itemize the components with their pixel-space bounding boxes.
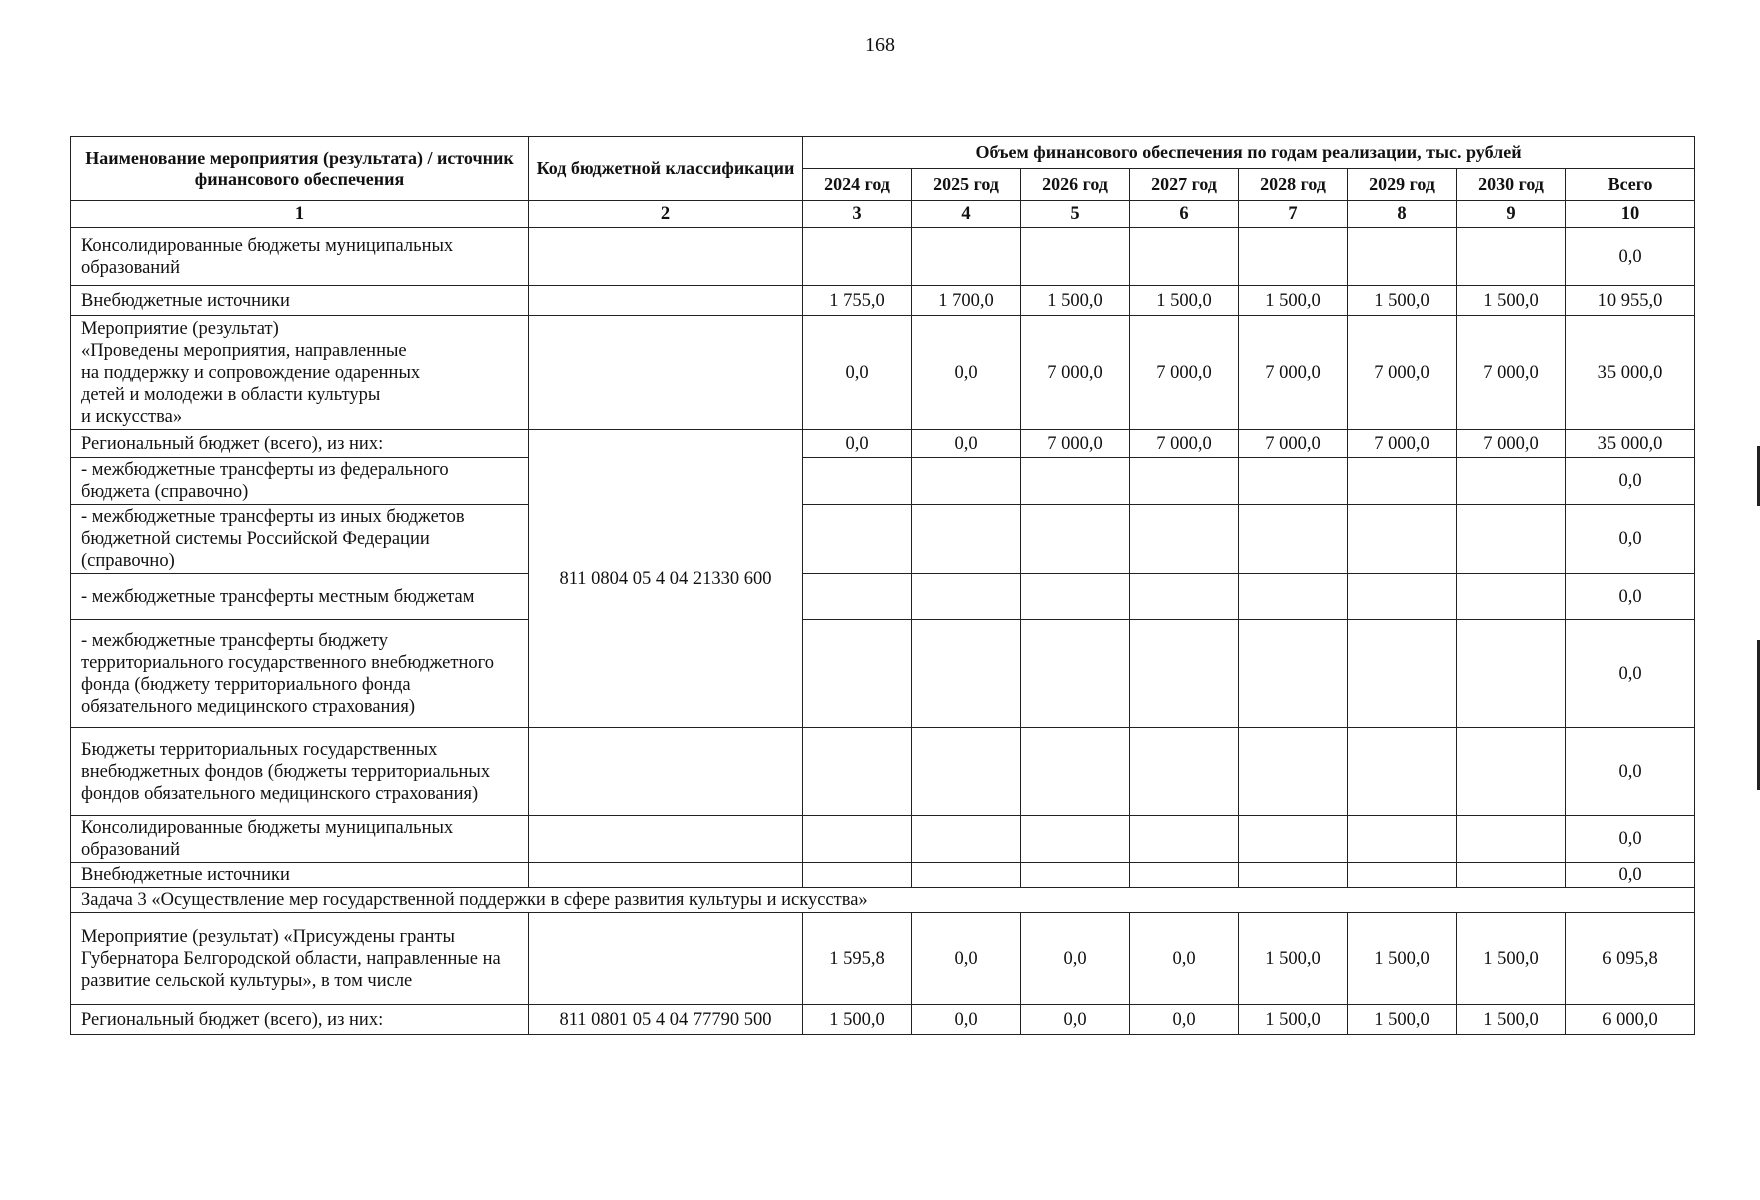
value-cell <box>803 458 912 505</box>
value-cell: 1 500,0 <box>803 1005 912 1035</box>
value-cell: 1 500,0 <box>1239 286 1348 316</box>
value-cell: 1 500,0 <box>1457 1005 1566 1035</box>
value-cell <box>1239 505 1348 574</box>
table-row <box>71 228 1695 286</box>
value-cell <box>1348 863 1457 888</box>
value-cell <box>912 228 1021 286</box>
value-cell: 0,0 <box>1021 1005 1130 1035</box>
value-cell: 7 000,0 <box>1130 316 1239 430</box>
column-number: 2 <box>529 201 803 228</box>
value-cell <box>1457 574 1566 620</box>
value-cell: 7 000,0 <box>1239 430 1348 458</box>
value-cell <box>1130 816 1239 863</box>
value-cell: 7 000,0 <box>1130 430 1239 458</box>
value-cell <box>1457 816 1566 863</box>
value-cell <box>1239 728 1348 816</box>
value-cell <box>1130 574 1239 620</box>
value-cell <box>1021 863 1130 888</box>
total-cell: 0,0 <box>1566 574 1695 620</box>
header-year: 2026 год <box>1021 169 1130 201</box>
budget-code <box>529 913 803 1005</box>
budget-code <box>529 863 803 888</box>
value-cell <box>1021 728 1130 816</box>
header-year: 2028 год <box>1239 169 1348 201</box>
value-cell <box>1348 458 1457 505</box>
row-name: Мероприятие (результат) «Проведены мероприятия, направленные на поддержку и сопровождение одаренных детей и молодежи в области культуры и искусства» <box>71 316 529 430</box>
value-cell: 7 000,0 <box>1348 430 1457 458</box>
value-cell <box>1348 574 1457 620</box>
value-cell <box>803 574 912 620</box>
value-cell: 1 500,0 <box>1130 286 1239 316</box>
budget-code <box>529 316 803 430</box>
value-cell: 1 595,8 <box>803 913 912 1005</box>
value-cell <box>1457 228 1566 286</box>
row-name: - межбюджетные трансферты местным бюджетам <box>71 574 529 620</box>
value-cell <box>1348 728 1457 816</box>
header-code: Код бюджетной классификации <box>529 137 803 201</box>
value-cell <box>1130 228 1239 286</box>
value-cell <box>1239 620 1348 728</box>
row-name: - межбюджетные трансферты бюджету территориального государственного внебюджетного фонда (бюджету территориального фонда обязательного медицинского страхования) <box>71 620 529 728</box>
table-row <box>71 863 1695 888</box>
total-cell: 0,0 <box>1566 728 1695 816</box>
value-cell: 1 500,0 <box>1348 286 1457 316</box>
value-cell <box>1239 574 1348 620</box>
value-cell: 0,0 <box>1021 913 1130 1005</box>
budget-code: 811 0801 05 4 04 77790 500 <box>529 1005 803 1035</box>
column-number: 8 <box>1348 201 1457 228</box>
budget-code <box>529 286 803 316</box>
value-cell <box>803 863 912 888</box>
row-name: Консолидированные бюджеты муниципальных образований <box>71 816 529 863</box>
header-total: Всего <box>1566 169 1695 201</box>
total-cell: 0,0 <box>1566 816 1695 863</box>
value-cell <box>803 228 912 286</box>
row-name: Консолидированные бюджеты муниципальных образований <box>71 228 529 286</box>
budget-code <box>529 228 803 286</box>
total-cell: 6 095,8 <box>1566 913 1695 1005</box>
value-cell: 0,0 <box>912 316 1021 430</box>
table-row <box>71 286 1695 316</box>
table-row <box>71 728 1695 816</box>
row-name: Бюджеты территориальных государственных внебюджетных фондов (бюджеты территориальных фондов обязательного медицинского страхования) <box>71 728 529 816</box>
column-number: 9 <box>1457 201 1566 228</box>
budget-code: 811 0804 05 4 04 21330 600 <box>529 430 803 728</box>
column-number: 6 <box>1130 201 1239 228</box>
table-row <box>71 620 1695 728</box>
row-name: - межбюджетные трансферты из федерального бюджета (справочно) <box>71 458 529 505</box>
value-cell <box>1239 228 1348 286</box>
row-name: Региональный бюджет (всего), из них: <box>71 430 529 458</box>
value-cell <box>1021 505 1130 574</box>
value-cell: 7 000,0 <box>1348 316 1457 430</box>
table-row <box>71 1005 1695 1035</box>
value-cell <box>1348 228 1457 286</box>
value-cell <box>1457 458 1566 505</box>
value-cell: 1 755,0 <box>803 286 912 316</box>
value-cell: 0,0 <box>912 913 1021 1005</box>
value-cell: 7 000,0 <box>1457 430 1566 458</box>
total-cell: 0,0 <box>1566 458 1695 505</box>
value-cell <box>1239 863 1348 888</box>
value-cell: 1 500,0 <box>1348 1005 1457 1035</box>
value-cell <box>1239 816 1348 863</box>
value-cell: 1 500,0 <box>1348 913 1457 1005</box>
value-cell: 1 500,0 <box>1239 913 1348 1005</box>
value-cell: 1 500,0 <box>1457 286 1566 316</box>
row-name: Региональный бюджет (всего), из них: <box>71 1005 529 1035</box>
header-year: 2025 год <box>912 169 1021 201</box>
task-title: Задача 3 «Осуществление мер государственной поддержки в сфере развития культуры и искусства» <box>71 888 1695 913</box>
value-cell: 1 500,0 <box>1457 913 1566 1005</box>
column-number: 7 <box>1239 201 1348 228</box>
budget-code <box>529 816 803 863</box>
column-numbers-row <box>71 201 1695 228</box>
total-cell: 0,0 <box>1566 228 1695 286</box>
value-cell <box>1348 620 1457 728</box>
value-cell <box>1457 863 1566 888</box>
value-cell: 1 500,0 <box>1021 286 1130 316</box>
value-cell <box>1457 505 1566 574</box>
value-cell <box>1130 728 1239 816</box>
value-cell <box>1021 228 1130 286</box>
total-cell: 0,0 <box>1566 863 1695 888</box>
total-cell: 10 955,0 <box>1566 286 1695 316</box>
row-name: - межбюджетные трансферты из иных бюджетов бюджетной системы Российской Федерации (справочно) <box>71 505 529 574</box>
value-cell: 7 000,0 <box>1021 316 1130 430</box>
value-cell: 0,0 <box>803 430 912 458</box>
value-cell <box>1130 863 1239 888</box>
column-number: 1 <box>71 201 529 228</box>
header-year: 2029 год <box>1348 169 1457 201</box>
value-cell <box>1239 458 1348 505</box>
value-cell: 0,0 <box>912 430 1021 458</box>
value-cell <box>1021 620 1130 728</box>
value-cell <box>803 505 912 574</box>
value-cell <box>912 505 1021 574</box>
header-name: Наименование мероприятия (результата) / источник финансового обеспечения <box>71 137 529 201</box>
column-number: 4 <box>912 201 1021 228</box>
header-year: 2027 год <box>1130 169 1239 201</box>
column-number: 10 <box>1566 201 1695 228</box>
budget-code <box>529 728 803 816</box>
total-cell: 0,0 <box>1566 505 1695 574</box>
value-cell <box>803 620 912 728</box>
total-cell: 0,0 <box>1566 620 1695 728</box>
table-row <box>71 505 1695 574</box>
table-row <box>71 816 1695 863</box>
column-number: 5 <box>1021 201 1130 228</box>
table-row <box>71 430 1695 458</box>
value-cell <box>1348 816 1457 863</box>
total-cell: 35 000,0 <box>1566 430 1695 458</box>
row-name: Мероприятие (результат) «Присуждены гранты Губернатора Белгородской области, направленные на развитие сельской культуры», в том числе <box>71 913 529 1005</box>
row-name: Внебюджетные источники <box>71 863 529 888</box>
total-cell: 35 000,0 <box>1566 316 1695 430</box>
total-cell: 6 000,0 <box>1566 1005 1695 1035</box>
value-cell <box>1130 458 1239 505</box>
value-cell: 0,0 <box>1130 1005 1239 1035</box>
table-row <box>71 913 1695 1005</box>
value-cell <box>912 620 1021 728</box>
value-cell <box>1130 505 1239 574</box>
value-cell <box>1457 620 1566 728</box>
table-row <box>71 316 1695 430</box>
value-cell <box>912 574 1021 620</box>
value-cell <box>912 458 1021 505</box>
value-cell <box>1021 816 1130 863</box>
value-cell: 0,0 <box>1130 913 1239 1005</box>
value-cell <box>912 863 1021 888</box>
value-cell: 1 700,0 <box>912 286 1021 316</box>
value-cell <box>1130 620 1239 728</box>
value-cell: 7 000,0 <box>1021 430 1130 458</box>
value-cell <box>803 816 912 863</box>
value-cell <box>803 728 912 816</box>
value-cell <box>1348 505 1457 574</box>
header-financing-group: Объем финансового обеспечения по годам реализации, тыс. рублей <box>803 137 1695 169</box>
value-cell: 7 000,0 <box>1457 316 1566 430</box>
value-cell <box>912 816 1021 863</box>
value-cell: 7 000,0 <box>1239 316 1348 430</box>
financing-table <box>70 136 1695 1035</box>
value-cell: 1 500,0 <box>1239 1005 1348 1035</box>
table-row <box>71 458 1695 505</box>
table-row <box>71 574 1695 620</box>
task-row <box>71 888 1695 913</box>
value-cell <box>912 728 1021 816</box>
value-cell <box>1021 574 1130 620</box>
row-name: Внебюджетные источники <box>71 286 529 316</box>
page-number: 168 <box>865 34 895 56</box>
value-cell <box>1021 458 1130 505</box>
value-cell <box>1457 728 1566 816</box>
column-number: 3 <box>803 201 912 228</box>
header-year: 2030 год <box>1457 169 1566 201</box>
value-cell: 0,0 <box>912 1005 1021 1035</box>
value-cell: 0,0 <box>803 316 912 430</box>
header-year: 2024 год <box>803 169 912 201</box>
